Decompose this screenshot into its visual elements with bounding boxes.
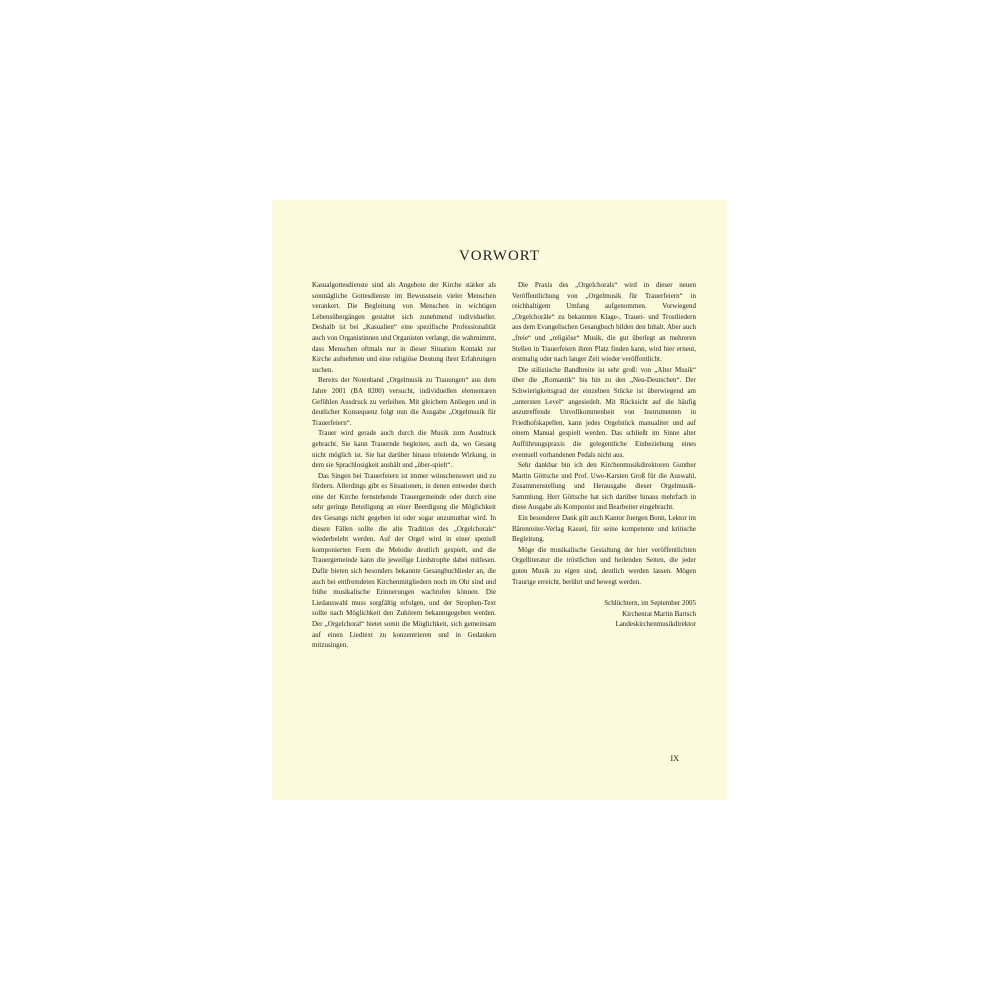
signature-role: Landeskirchenmusikdirektor xyxy=(615,620,696,629)
paragraph: Das Singen bei Trauerfeiern ist immer wünschenswert und zu fördern. Allerdings gibt es Situationen, in denen entweder durch eine der Kirche fernstehende Trauergemeinde oder durch eine sehr geringe Beteiligung an einer Beerdigung die Möglichkeit des Gesangs nicht gegeben ist oder sogar unzumutbar wird. In diesen Fällen sollte die alte Tradition des „Orgelchorals“ wiederbelebt werden. Auf der Orgel wird in einer speziell komponierten Form die Melodie deutlich gespielt, und die Trauergemeinde kann die jeweilige Liedstrophe dabei mitlesen. Dafür bieten sich besonders bekannte Gesangbuchlieder an, die auch bei entfremdeten Kirchenmitgliedern noch im Ohr sind und frühe musikalische Erinnerungen wachrufen können. Die Liedauswahl muss sorgfältig erfolgen, und der Strophen-Text sollte nach Möglichkeit den Zuhörern bekanntgegeben werden. Der „Orgelchoral“ bietet somit die Möglichkeit, sich gemeinsam auf einen Liedtext zu konzentrieren und in Gedanken mitzusingen. xyxy=(312,471,496,650)
paragraph: Die stilistische Bandbreite ist sehr groß: von „Alter Musik“ über die „Romantik“ bis hin zu den „Neu-Deutschen“. Der Schwierigkeitsgrad der einzelnen Stücke ist überwiegend am „untersten Level“ angesiedelt. Mit Rücksicht auf die häufig anzutreffende Unvollkommenheit von Instrumenten in Friedhofskapellen, kann jedes Orgelstück manualiter und auf einem Manual gespielt werden. Das schließt im Sinne alter Aufführungspraxis die gelegentliche Einbeziehung eines eventuell vorhandenen Pedals nicht aus. xyxy=(512,365,696,459)
paragraph: Kasualgottesdienste sind als Angebote der Kirche stärker als sonntägliche Gottesdienste im Bewusstsein vieler Menschen verankert. Die Begleitung von Menschen in wichtigen Lebensübergängen gestaltet sich zunehmend individueller. Deshalb ist bei „Kasualien“ eine spezifische Professionalität auch von Organistinnen und Organisten verlangt, die wahrnimmt, dass Menschen oftmals nur in dieser Situation Kontakt zur Kirche aufnehmen und eine religiöse Deutung ihrer Erfahrungen suchen. xyxy=(312,281,496,374)
signature-place-date: Schlüchtern, im September 2005 xyxy=(604,599,696,608)
signature-block xyxy=(512,598,696,630)
page-title: VORWORT xyxy=(458,248,541,264)
page-number: IX xyxy=(670,754,679,763)
left-column xyxy=(312,280,496,651)
document-page xyxy=(272,200,727,800)
paragraph: Bereits der Notenband „Orgelmusik zu Trauungen“ aus dem Jahre 2001 (BA 8200) versucht, individuellen elementaren Gefühlen Ausdruck zu verleihen. Mit gleichem Anliegen und in deutlicher Konsequenz folgt nun die Ausgabe „Orgelmusik für Trauerfeiern“. xyxy=(312,376,496,427)
paragraph: Möge die musikalische Gestaltung der hier veröffentlichten Orgelliteratur die tröstlichen und heilenden Seiten, die jeder guten Musik zu eigen sind, deutlich werden lassen. Mögen Traurige erreicht, berührt und bewegt werden. xyxy=(512,545,696,586)
signature-name: Kirchenrat Martin Bartsch xyxy=(622,609,696,618)
paragraph: Sehr dankbar bin ich den Kirchenmusikdirektoren Gunther Martin Göttsche und Prof. Uwe-Karsten Groß für die Auswahl, Zusammenstellung und Herausgabe dieser Orgelmusik-Sammlung. Herr Göttsche hat sich darüber hinaus mehrfach in diese Ausgabe als Komponist und Bearbeiter eingebracht. xyxy=(512,461,696,512)
paragraph: Die Praxis des „Orgelchorals“ wird in dieser neuen Veröffentlichung von „Orgelmusik für Trauerfeiern“ in reichhaltigem Umfang aufgenommen. Vorwiegend „Orgelchoräle“ zu bekannten Klage-, Trauer- und Trostliedern aus dem Evangelischen Gesangbuch bilden den Inhalt. Aber auch „freie“ und „religiöse“ Musik, die gut überlegt an mehreren Stellen in Trauerfeiern ihren Platz finden kann, wird hier erneut, erstmalig oder nach langer Zeit wieder veröffentlicht. xyxy=(512,281,696,364)
paragraph: Ein besonderer Dank gilt auch Kantor Juergen Bonn, Lektor im Bärenreiter-Verlag Kassel, für seine kompetente und kritische Begleitung. xyxy=(512,514,696,544)
right-column xyxy=(512,280,696,630)
paragraph: Trauer wird gerade auch durch die Musik zum Ausdruck gebracht. Sie kann Trauernde begleiten, auch da, wo Gesang nicht möglich ist. Sie hat darüber hinaus tröstende Wirkung, in dem sie Sprachlosigkeit aushält und „über-spielt“. xyxy=(312,429,496,470)
